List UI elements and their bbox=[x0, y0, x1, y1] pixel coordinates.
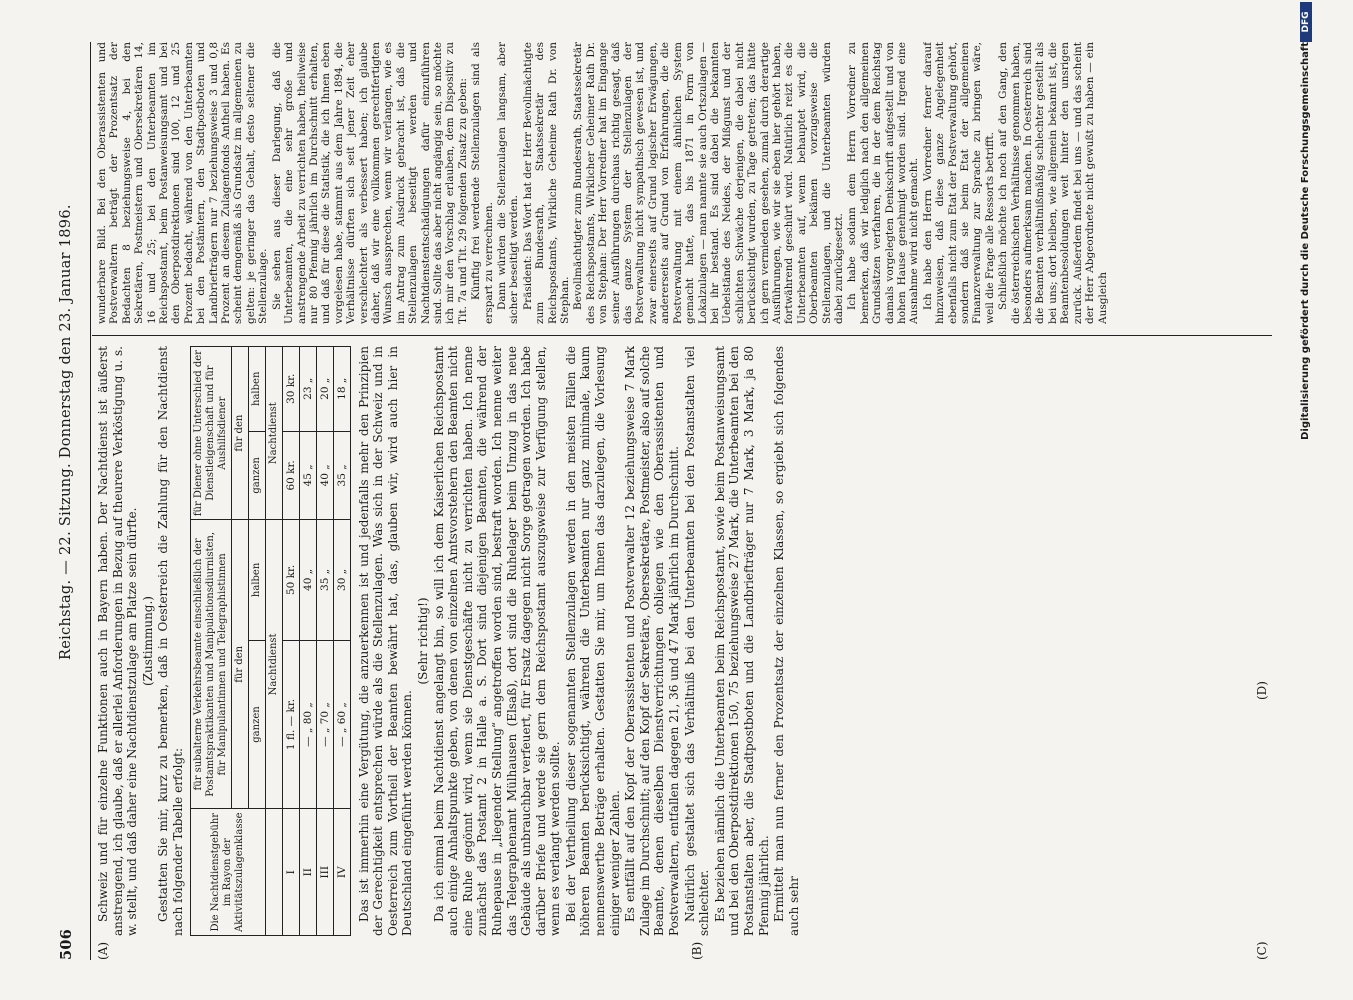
table-subheader: halben bbox=[248, 520, 265, 640]
digitization-credit: Digitalisierung gefördert durch die Deutsche Forschungsgemeinschaft bbox=[1300, 42, 1311, 440]
paragraph: Dann würden die Stellenzulagen langsam, aber sicher beseitigt werden. bbox=[496, 42, 521, 324]
table-subheader: halben bbox=[248, 347, 265, 432]
paragraph: Bevollmächtigter zum Bundesrath, Staatssekretär des Reichspostamts, Wirklicher Geheimer Rath Dr. von Stephan: Der Herr Vorredner hat im Eingange seiner Ausführungen durchaus richtig gesagt, daß das ganze System der Stellenzulagen der Postverwaltung nicht sympathisch gewesen ist, und zwar einerseits auf Grund logischer Erwägungen, andererseits auf Grund von Erfahrungen, die die Postverwaltung mit einem ähnlichen System gemacht hatte, das bis 1871 in Form von Lokalzulagen — man nannte sie auch Ortszulagen — bei ihr bestand. Es sind dabei die bekannten Uebelstände des Neides, der Mißgunst und der schlichten Schwäche derjenigen, die dabei nicht berücksichtigt wurden, zu Tage getreten; das hätte ich gern vermieden gesehen, zumal durch derartige Ausführungen, wie wir sie eben hier gehört haben, fortwährend geschürt wird. Natürlich reizt es die Unterbeamten auf, wenn behauptet wird, die Oberbeamten bekämen vorzugsweise die Stellenzulagen, und die Unterbeamten würden dabei zurückgesetzt. bbox=[572, 42, 845, 324]
table-row bbox=[282, 347, 299, 936]
paragraph: wunderbare Bild. Bei den Oberassistenten und Postverwaltern beträgt der Prozentsatz der Bedachten 8 beziehungsweise 4, bei den Sekretären, Postmeistern und Obersekretären 14, 16 und 25; bei den Unterbeamten im Reichspostamt, beim Postanweisungsamt und bei den Oberpostdirektionen sind 100, 12 und 25 Prozent bedacht, während von den Unterbeamten bei den Postämtern, den Stadtpostboten und Landbriefträgern nur 7 beziehungsweise 3 und 0,8 Prozent an diesem Zulagenfonds Antheil haben. Es scheint demgemäß als Grundsatz im allgemeinen zu gelten: je geringer das Gehalt, desto seltener die Stellenzulage. bbox=[96, 42, 270, 324]
applause-note: (Zustimmung.) bbox=[140, 596, 155, 686]
paragraph: Ermittelt man nun ferner den Prozentsatz der einzelnen Klassen, so ergiebt sich folgendes auch sehr bbox=[772, 346, 801, 936]
table-row bbox=[316, 347, 333, 936]
proposed-addition: Künftig frei werdende Stellenzulagen sind als erspart zu verrechnen. bbox=[470, 42, 495, 324]
paragraph: Gestatten Sie mir, kurz zu bemerken, daß in Oesterreich die Zahlung für den Nachtdienst nach folgender Tabelle erfolgt: bbox=[156, 346, 185, 936]
table-row bbox=[333, 347, 350, 936]
table-cell: 23 „ bbox=[299, 347, 316, 432]
night-service-table bbox=[190, 346, 351, 936]
paragraph: Das ist immerhin eine Vergütung, die anzuerkennen ist und jedenfalls mehr den Prinzipien der Gerechtigkeit entsprechen würde als die Stellenzulagen. Was sich in der Schweiz und in Oesterreich zum Vortheil der Beamten bewährt hat, das, glauben wir, wird auch hier in Deutschland eingeführt werden können. bbox=[356, 346, 415, 936]
table-cell: I bbox=[282, 809, 299, 936]
table-cell: II bbox=[299, 809, 316, 936]
paragraph: Schließlich möchte ich noch auf den Gang, den die österreichischen Verhältnisse genommen haben, besonders aufmerksam machen. In Oesterreich sind die Beamten verhältnißmäßig schlechter gestellt als bei uns; dort bleiben, wie allgemein bekannt ist, die Beamtenbesoldungen weit hinter den unsrigen zurück. Außerdem findet bei uns — und das scheint der Herr Abgeordnete nicht gewußt zu haben — ein Ausgleich bbox=[997, 42, 1109, 324]
dfg-logo: DFG bbox=[1300, 2, 1312, 42]
margin-letter-c: (C) bbox=[1255, 941, 1269, 960]
table-cell: 30 „ bbox=[333, 520, 350, 640]
header-title: Reichstag. — 22. Sitzung. Donnerstag den 23. Januar 1896. bbox=[58, 204, 74, 660]
table-row bbox=[299, 347, 316, 936]
right-column bbox=[96, 42, 1286, 324]
table-subheader: Nachtdienst bbox=[265, 347, 282, 520]
table-cell: 50 kr. bbox=[282, 520, 299, 640]
table-header bbox=[231, 347, 248, 520]
table-cell: 35 „ bbox=[316, 520, 333, 640]
table-subheader: für den bbox=[233, 414, 245, 452]
paragraph: Präsident: Das Wort hat der Herr Bevollmächtigte zum Bundesrath, Staatssekretär des Reichspostamts, Wirkliche Geheime Rath Dr. von Stephan. bbox=[521, 42, 572, 324]
paragraph: Schweiz und für einzelne Funktionen auch in Bayern haben. Der Nachtdienst ist äußerst anstrengend, ich glaube, daß er allerlei Anforderungen in Bezug auf theurere Verköstigung u. s. w. stellt, und daß daher eine Nachtdienstzulage am Platze sein dürfte. bbox=[96, 346, 140, 936]
paragraph: Bei der Vertheilung dieser sogenannten Stellenzulagen werden in den meisten Fällen die höheren Beamten berücksichtigt, während die Unterbeamten nur ganz minimale, kaum nennenswerthe Beträge erhalten. Gestatten Sie mir, um Ihnen das darzulegen, die Vorlesung einiger weniger Zahlen. bbox=[563, 346, 622, 936]
margin-letter-b: (B) bbox=[690, 941, 704, 960]
table-cell: 60 kr. bbox=[282, 431, 299, 520]
table-cell: — „ 70 „ bbox=[316, 640, 333, 809]
table-subheader: für den bbox=[233, 645, 245, 683]
paragraph: Es entfällt auf den Kopf der Oberassistenten und Postverwalter 12 beziehungsweise 7 Mark Zulage im Durchschnitt; auf den Kopf der Sekretäre, Obersekretäre, Postmeister, also auf solche Beamte, denen dieselben Dienstverrichtungen obliegen wie den Oberassistenten und Postverwaltern, entfallen dagegen 21, 36 und 47 Mark jährlich im Durchschnitt. bbox=[623, 346, 682, 936]
page-header bbox=[58, 42, 75, 960]
table-header bbox=[265, 809, 282, 936]
table-cell: — „ 60 „ bbox=[333, 640, 350, 809]
margin-letter-a: (A) bbox=[96, 941, 110, 960]
table-cell: 18 „ bbox=[333, 347, 350, 432]
table-cell: 40 „ bbox=[316, 431, 333, 520]
table-cell: IV bbox=[333, 809, 350, 936]
table-cell: 45 „ bbox=[299, 431, 316, 520]
table-subheader: ganzen bbox=[248, 640, 265, 809]
paragraph: Ich habe sodann dem Herrn Vorredner zu bemerken, daß wir lediglich nach den allgemeinen Grundsätzen verfahren, die in der dem Reichstag damals vorgelegten Denkschrift aufgestellt und von hohen Hause genehmigt worden sind. Irgend eine Ausnahme wird nicht gemacht. bbox=[846, 42, 921, 324]
table-subheader: Nachtdienst bbox=[265, 520, 282, 809]
table-cell: 30 kr. bbox=[282, 347, 299, 432]
table-subheader: ganzen bbox=[248, 431, 265, 520]
table-cell: 1 fl. — kr. bbox=[282, 640, 299, 809]
paragraph: Es beziehen nämlich die Unterbeamten beim Reichspostamt, sowie beim Postanweisungsamt und bei den Oberpostdirektionen 150, 75 beziehungsweise 27 Mark, die Unterbeamten bei den Postanstalten aber, die Stadtpostboten und die Landbriefträger nur 7 Mark, 3 Mark, ja 80 Pfennig jährlich. bbox=[712, 346, 771, 936]
paragraph: Sie sehen aus dieser Darlegung, daß die Unterbeamten, die eine sehr große und anstrengende Arbeit zu verrichten haben, theilweise nur 80 Pfennig jährlich im Durchschnitt erhalten, und daß für diese die Statistik, die ich Ihnen eben vorgelesen habe, stammt aus dem Jahre 1894, die Verhältnisse dürften sich seit jener Zeit eher verschlechtert als verbessert haben; ich glaube daher, daß wir eine vollkommen gerechtfertigten Wunsch aussprechen, wenn wir verlangen, wie es im Antrag zum Ausdruck gebracht ist, daß die Stellenzulagen beseitigt werden und Nachtdienstentschädigungen dafür einzuführen sind. Sollte das aber nicht angängig sein, so möchte ich mir den Vorschlag erlauben, dem Dispositiv zu Tit. 7a und Tit. 29 folgenden Zusatz zu geben: bbox=[270, 42, 469, 324]
column-rule bbox=[92, 335, 1272, 336]
table-header: für Diener ohne Unterschied der Dienstleigenschaft und für Aushilfsdiener bbox=[190, 347, 231, 520]
table-cell: — „ 80 „ bbox=[299, 640, 316, 809]
paragraph: Da ich einmal beim Nachtdienst angelangt bin, so will ich dem Kaiserlichen Reichspostamt auch einige Anhaltspunkte geben, von denen von einzelnen Amtsvorstehern den Beamten nicht eine Ruhe gegönnt wird, wenn sie Dienstgeschäfte nicht zu verrichten haben. Ich nenne zunächst das Postamt 2 in Halle a. S. Dort sind diejenigen Beamten, die während der Ruhepause in „liegender Stellung“ angetroffen worden sind, bestraft worden. Ich nenne weiter das Telegraphenamt Mülhausen (Elsaß), dort sind die Ruhelager beim Umzug in das neue Gebäude als unbrauchbar verfeuert, für Ersatz dagegen nicht Sorge getragen worden. Ich habe darüber Briefe und werde sie gern dem Reichspostamt auszugsweise zur Verfügung stellen, wenn es verlangt werden sollte. bbox=[431, 346, 563, 936]
table-cell: 20 „ bbox=[316, 347, 333, 432]
applause-note: (Sehr richtig!) bbox=[415, 597, 430, 685]
table-cell: 35 „ bbox=[333, 431, 350, 520]
table-header bbox=[231, 520, 248, 809]
table-header: für subalterne Verkehrsbeamte einschließlich der Postamtspraktikanten und Manipulationsdiurnisten, für Manipulantinnen und Telegraphistinnen bbox=[190, 520, 231, 809]
margin-letter-d: (D) bbox=[1255, 681, 1269, 700]
paragraph: Natürlich gestaltet sich das Verhältniß bei den Unterbeamten bei den Postanstalten viel schlechter. bbox=[682, 346, 712, 936]
left-column bbox=[96, 346, 1286, 936]
header-rule bbox=[90, 42, 91, 960]
table-cell: 40 „ bbox=[299, 520, 316, 640]
table-cell: III bbox=[316, 809, 333, 936]
paragraph: Ich habe den Herrn Vorredner ferner darauf hinzuweisen, daß diese ganze Angelegenheit ebenfalls nicht zum Etat der Postverwaltung gehört, sondern daß sie beim Etat der allgemeinen Finanzverwaltung zur Sprache zu bringen wäre, weil die Frage alle Ressorts betrifft. bbox=[921, 42, 996, 324]
page-number: 506 bbox=[58, 928, 75, 960]
table-header: Die Nachtdienstgebühr im Rayon der Aktivitätszulagenklasse bbox=[190, 809, 265, 936]
